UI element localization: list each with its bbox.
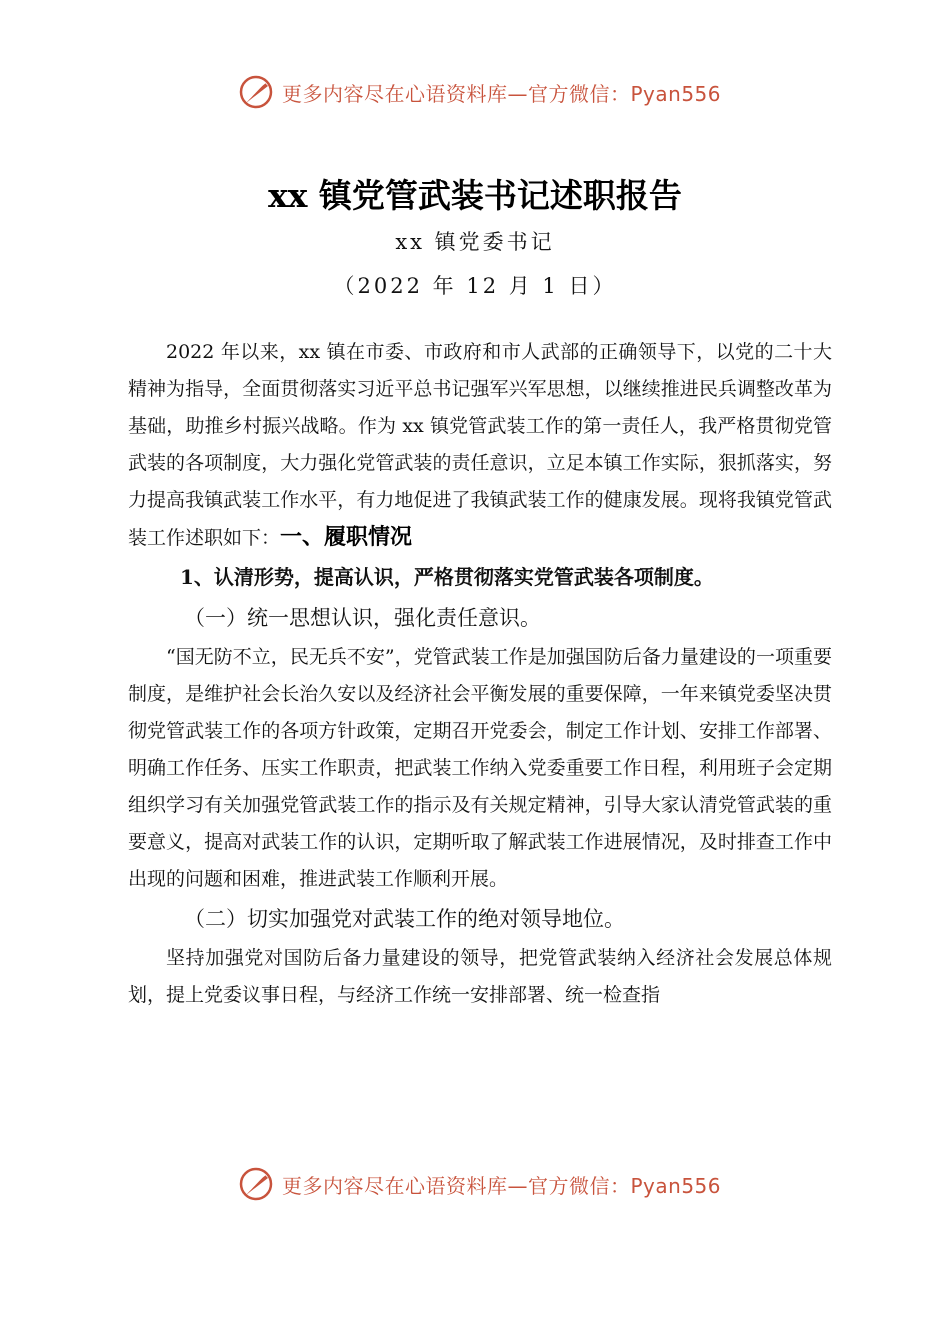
watermark-banner-bottom [238,1164,721,1204]
subheading-1: （一）统一思想认识，强化责任意识。 [184,606,541,630]
paragraph-2: 坚持加强党对国防后备力量建设的领导，把党管武装纳入经济社会发展总体规划，提上党委议事日程，与经济工作统一安排部署、统一检查指 [128,947,832,1006]
document-title: xx 镇党管武装书记述职报告 [268,176,682,215]
subheading-2: （二）切实加强党对武装工作的绝对领导地位。 [184,907,625,931]
document-body [128,334,832,1014]
quill-logo-icon [238,74,274,110]
intro-text: 2022 年以来，xx 镇在市委、市政府和市人武部的正确领导下，以党的二十大精神为指导，全面贯彻落实习近平总书记强军兴军思想，以继续推进民兵调整改革为基础，助推乡村振兴战略。作为 xx 镇党管武装工作的第一责任人，我严格贯彻党管武装的各项制度，大力强化党管武装的责任意识，立足本镇工作实际，狠抓落实，努力提高我镇武装工作水平，有力地促进了我镇武装工作的健康发展。现将我镇党管武装工作述职如下： [128,341,832,549]
intro-paragraph [128,334,832,557]
document-author: xx 镇党委书记 [395,230,555,254]
document-date: （2022 年 12 月 1 日） [333,274,617,298]
quill-logo-icon [238,1166,274,1202]
heading-1: 1、认清形势，提高认识，严格贯彻落实党管武装各项制度。 [180,565,714,589]
watermark-text: 更多内容尽在心语资料库—官方微信：Pyan556 [282,81,722,106]
watermark-text: 更多内容尽在心语资料库—官方微信：Pyan556 [282,1173,722,1198]
paragraph-1: “国无防不立，民无兵不安”，党管武装工作是加强国防后备力量建设的一项重要制度，是维护社会长治久安以及经济社会平衡发展的重要保障，一年来镇党委坚决贯彻党管武装工作的各项方针政策，定期召开党委会，制定工作计划、安排工作部署、明确工作任务、压实工作职责，把武装工作纳入党委重要工作日程，利用班子会定期组织学习有关加强党管武装工作的指示及有关规定精神，引导大家认清党管武装的重要意义，提高对武装工作的认识，定期听取了解武装工作进展情况，及时排查工作中出现的问题和困难，推进武装工作顺利开展。 [128,646,832,890]
watermark-banner-top [238,72,721,112]
section-heading-1: 一、履职情况 [280,524,413,550]
